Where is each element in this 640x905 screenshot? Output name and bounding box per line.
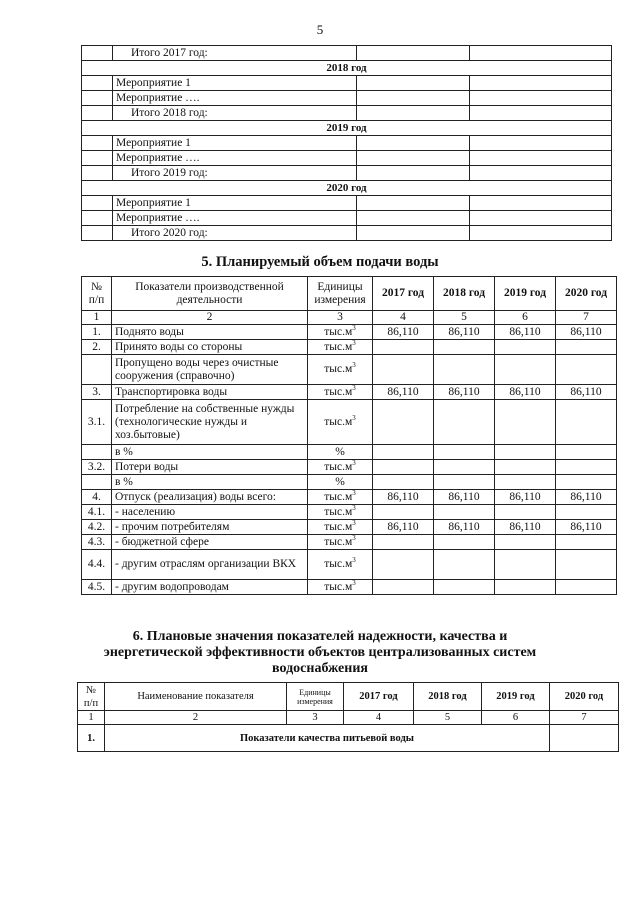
row-value bbox=[434, 550, 495, 580]
row-value bbox=[556, 460, 617, 475]
unit-superscript: 3 bbox=[352, 339, 356, 347]
col-number: 2 bbox=[105, 711, 287, 725]
row-number: 4.1. bbox=[82, 505, 112, 520]
table-row bbox=[82, 166, 612, 181]
row-value bbox=[495, 460, 556, 475]
col-header-2017: 2017 год bbox=[344, 683, 414, 711]
col-number: 7 bbox=[550, 711, 619, 725]
row-value bbox=[556, 580, 617, 595]
row-value: 86,110 bbox=[434, 520, 495, 535]
col-number: 3 bbox=[308, 311, 373, 325]
table-row bbox=[82, 226, 612, 241]
row-value: 86,110 bbox=[556, 490, 617, 505]
year-header-row bbox=[82, 61, 612, 76]
row-value bbox=[434, 400, 495, 445]
row-unit bbox=[308, 550, 373, 580]
section5-title: 5. Планируемый объем подачи воды bbox=[201, 254, 439, 270]
row-value bbox=[373, 340, 434, 355]
row-value bbox=[495, 355, 556, 385]
page-number: 5 bbox=[316, 22, 324, 37]
col-number: 4 bbox=[344, 711, 414, 725]
table-row bbox=[82, 136, 612, 151]
header-row bbox=[78, 683, 619, 711]
section6-title-line: 6. Плановые значения показателей надежности, качества и bbox=[132, 629, 508, 644]
row-value: 86,110 bbox=[495, 490, 556, 505]
section6-title bbox=[0, 629, 640, 677]
col-number: 5 bbox=[414, 711, 482, 725]
row-number: 4.4. bbox=[82, 550, 112, 580]
col-number: 7 bbox=[556, 311, 617, 325]
col-number: 1 bbox=[78, 711, 105, 725]
row-value bbox=[556, 340, 617, 355]
table-row bbox=[82, 46, 612, 61]
row-indicator: Отпуск (реализация) воды всего: bbox=[112, 490, 308, 505]
row-unit bbox=[308, 520, 373, 535]
unit-text: % bbox=[335, 445, 345, 458]
table-row bbox=[82, 475, 617, 490]
table-row bbox=[82, 76, 612, 91]
row-number: 2. bbox=[82, 340, 112, 355]
table-row bbox=[82, 385, 617, 400]
year-heading: 2019 год bbox=[82, 121, 612, 136]
row-number bbox=[82, 445, 112, 460]
row-value: 86,110 bbox=[373, 325, 434, 340]
row-value bbox=[434, 535, 495, 550]
row-value bbox=[495, 445, 556, 460]
table-row bbox=[82, 490, 617, 505]
section6-title-line: водоснабжения bbox=[272, 661, 368, 676]
water-supply-table bbox=[81, 276, 617, 595]
table-row bbox=[82, 196, 612, 211]
unit-superscript: 3 bbox=[352, 324, 356, 332]
measure-label: Мероприятие 1 bbox=[113, 196, 357, 211]
row-value bbox=[495, 505, 556, 520]
col-number: 6 bbox=[482, 711, 550, 725]
row-number bbox=[82, 355, 112, 385]
row-value bbox=[373, 535, 434, 550]
col-header-2018: 2018 год bbox=[434, 277, 495, 311]
row-number: 3.2. bbox=[82, 460, 112, 475]
row-unit bbox=[308, 340, 373, 355]
row-value bbox=[556, 355, 617, 385]
row-number: 4.5. bbox=[82, 580, 112, 595]
unit-superscript: 3 bbox=[352, 489, 356, 497]
row-value bbox=[373, 505, 434, 520]
row-value: 86,110 bbox=[373, 490, 434, 505]
measure-label: Мероприятие 1 bbox=[113, 136, 357, 151]
column-number-row bbox=[78, 711, 619, 725]
row-value: 86,110 bbox=[434, 490, 495, 505]
unit-text: тыс.м bbox=[324, 558, 353, 570]
row-indicator: - другим отраслям организации ВКХ bbox=[112, 550, 308, 580]
unit-text: тыс.м bbox=[324, 340, 353, 353]
header-row bbox=[82, 277, 617, 311]
row-indicator: Потребление на собственные нужды (технологические нужды и хоз.бытовые) bbox=[112, 400, 308, 445]
row-unit bbox=[308, 490, 373, 505]
row-value bbox=[373, 550, 434, 580]
col-number: 6 bbox=[495, 311, 556, 325]
row-indicator: Принято воды со стороны bbox=[112, 340, 308, 355]
row-value: 86,110 bbox=[556, 520, 617, 535]
row-value bbox=[556, 505, 617, 520]
col-header-unit: Единицы измерения bbox=[287, 683, 344, 711]
row-number: 1. bbox=[78, 725, 105, 752]
row-value bbox=[556, 535, 617, 550]
unit-superscript: 3 bbox=[352, 556, 356, 565]
year-total-label: Итого 2019 год: bbox=[113, 166, 357, 181]
table-row bbox=[78, 725, 619, 752]
col-number: 3 bbox=[287, 711, 344, 725]
table-row bbox=[82, 550, 617, 580]
row-unit bbox=[308, 580, 373, 595]
col-number: 1 bbox=[82, 311, 112, 325]
table-row bbox=[82, 325, 617, 340]
row-value bbox=[373, 460, 434, 475]
row-value bbox=[556, 400, 617, 445]
column-number-row bbox=[82, 311, 617, 325]
table-row bbox=[82, 505, 617, 520]
row-indicator: Потери воды bbox=[112, 460, 308, 475]
unit-text: тыс.м bbox=[324, 325, 353, 338]
row-value bbox=[434, 460, 495, 475]
table-row bbox=[82, 460, 617, 475]
row-value: 86,110 bbox=[373, 385, 434, 400]
row-value bbox=[495, 580, 556, 595]
row-value bbox=[434, 355, 495, 385]
table-row bbox=[82, 355, 617, 385]
measure-label: Мероприятие …. bbox=[113, 211, 357, 226]
row-value bbox=[373, 580, 434, 595]
unit-text: тыс.м bbox=[324, 535, 353, 548]
col-header-2019: 2019 год bbox=[495, 277, 556, 311]
col-header-num: № п/п bbox=[78, 683, 105, 711]
year-heading: 2020 год bbox=[82, 181, 612, 196]
row-value bbox=[495, 535, 556, 550]
row-value: 86,110 bbox=[495, 325, 556, 340]
indicators-table bbox=[77, 682, 619, 752]
row-unit bbox=[308, 460, 373, 475]
row-value: 86,110 bbox=[373, 520, 434, 535]
row-value: 86,110 bbox=[556, 385, 617, 400]
unit-text: тыс.м bbox=[324, 580, 353, 593]
row-number: 3.1. bbox=[82, 400, 112, 445]
col-number: 5 bbox=[434, 311, 495, 325]
col-header-num: № п/п bbox=[82, 277, 112, 311]
row-indicator: Пропущено воды через очистные сооружения (справочно) bbox=[112, 355, 308, 385]
measures-table bbox=[81, 45, 612, 241]
row-unit bbox=[308, 475, 373, 490]
row-value bbox=[373, 475, 434, 490]
unit-superscript: 3 bbox=[352, 504, 356, 512]
year-total-label: Итого 2018 год: bbox=[113, 106, 357, 121]
table-row bbox=[82, 535, 617, 550]
table-row bbox=[82, 400, 617, 445]
unit-superscript: 3 bbox=[352, 534, 356, 542]
table-row bbox=[82, 151, 612, 166]
row-unit bbox=[308, 445, 373, 460]
row-number: 1. bbox=[82, 325, 112, 340]
col-header-2018: 2018 год bbox=[414, 683, 482, 711]
table-row bbox=[82, 211, 612, 226]
row-value bbox=[434, 505, 495, 520]
row-indicator: в % bbox=[112, 475, 308, 490]
section-row-title: Показатели качества питьевой воды bbox=[105, 725, 550, 752]
row-value bbox=[373, 445, 434, 460]
row-number: 4.2. bbox=[82, 520, 112, 535]
year-total-label: Итого 2020 год: bbox=[113, 226, 357, 241]
row-value: 86,110 bbox=[495, 385, 556, 400]
row-unit bbox=[308, 385, 373, 400]
row-number: 3. bbox=[82, 385, 112, 400]
unit-superscript: 3 bbox=[352, 459, 356, 467]
col-header-indicator: Наименование показателя bbox=[105, 683, 287, 711]
unit-superscript: 3 bbox=[352, 519, 356, 527]
table-row bbox=[82, 445, 617, 460]
row-unit bbox=[308, 325, 373, 340]
row-indicator: - населению bbox=[112, 505, 308, 520]
measure-label: Мероприятие …. bbox=[113, 151, 357, 166]
row-number bbox=[82, 475, 112, 490]
year-heading: 2018 год bbox=[82, 61, 612, 76]
col-number: 2 bbox=[112, 311, 308, 325]
row-value: 86,110 bbox=[556, 325, 617, 340]
col-header-2019: 2019 год bbox=[482, 683, 550, 711]
table-row bbox=[82, 91, 612, 106]
table-row bbox=[82, 340, 617, 355]
row-number: 4. bbox=[82, 490, 112, 505]
table-row bbox=[82, 106, 612, 121]
unit-text: тыс.м bbox=[324, 490, 353, 503]
row-indicator: Поднято воды bbox=[112, 325, 308, 340]
col-number: 4 bbox=[373, 311, 434, 325]
col-header-2020: 2020 год bbox=[556, 277, 617, 311]
row-number: 4.3. bbox=[82, 535, 112, 550]
year-header-row bbox=[82, 121, 612, 136]
col-header-2020: 2020 год bbox=[550, 683, 619, 711]
row-value bbox=[434, 445, 495, 460]
year-header-row bbox=[82, 181, 612, 196]
unit-text: тыс.м bbox=[324, 520, 353, 533]
col-header-indicator: Показатели производственной деятельности bbox=[112, 277, 308, 311]
row-value bbox=[434, 340, 495, 355]
col-header-unit: Единицы измерения bbox=[308, 277, 373, 311]
row-value bbox=[495, 550, 556, 580]
section6-title-line: энергетической эффективности объектов централизованных систем bbox=[103, 645, 537, 660]
unit-text: тыс.м bbox=[324, 385, 353, 398]
unit-text: тыс.м bbox=[324, 415, 353, 428]
unit-text: тыс.м bbox=[324, 363, 353, 375]
unit-superscript: 3 bbox=[352, 384, 356, 392]
unit-superscript: 3 bbox=[352, 413, 356, 422]
col-header-2017: 2017 год bbox=[373, 277, 434, 311]
measure-label: Мероприятие 1 bbox=[113, 76, 357, 91]
row-value: 86,110 bbox=[434, 325, 495, 340]
row-value bbox=[373, 400, 434, 445]
row-value bbox=[495, 475, 556, 490]
row-value: 86,110 bbox=[495, 520, 556, 535]
row-value: 86,110 bbox=[434, 385, 495, 400]
row-value bbox=[495, 400, 556, 445]
row-value bbox=[556, 550, 617, 580]
row-indicator: в % bbox=[112, 445, 308, 460]
row-value bbox=[373, 355, 434, 385]
row-unit bbox=[308, 535, 373, 550]
total-2017-label: Итого 2017 год: bbox=[113, 46, 357, 61]
row-unit bbox=[308, 400, 373, 445]
unit-text: тыс.м bbox=[324, 505, 353, 518]
row-value bbox=[556, 475, 617, 490]
row-indicator: - бюджетной сфере bbox=[112, 535, 308, 550]
row-unit bbox=[308, 355, 373, 385]
unit-superscript: 3 bbox=[352, 361, 356, 370]
row-indicator: Транспортировка воды bbox=[112, 385, 308, 400]
row-value bbox=[434, 580, 495, 595]
unit-superscript: 3 bbox=[352, 579, 356, 587]
row-value bbox=[434, 475, 495, 490]
row-unit bbox=[308, 505, 373, 520]
water-supply-rows bbox=[82, 325, 617, 595]
unit-text: тыс.м bbox=[324, 460, 353, 473]
unit-text: % bbox=[335, 475, 345, 488]
table-row bbox=[82, 520, 617, 535]
row-indicator: - другим водопроводам bbox=[112, 580, 308, 595]
row-indicator: - прочим потребителям bbox=[112, 520, 308, 535]
row-value bbox=[556, 445, 617, 460]
table-row bbox=[82, 580, 617, 595]
row-value bbox=[495, 340, 556, 355]
measure-label: Мероприятие …. bbox=[113, 91, 357, 106]
